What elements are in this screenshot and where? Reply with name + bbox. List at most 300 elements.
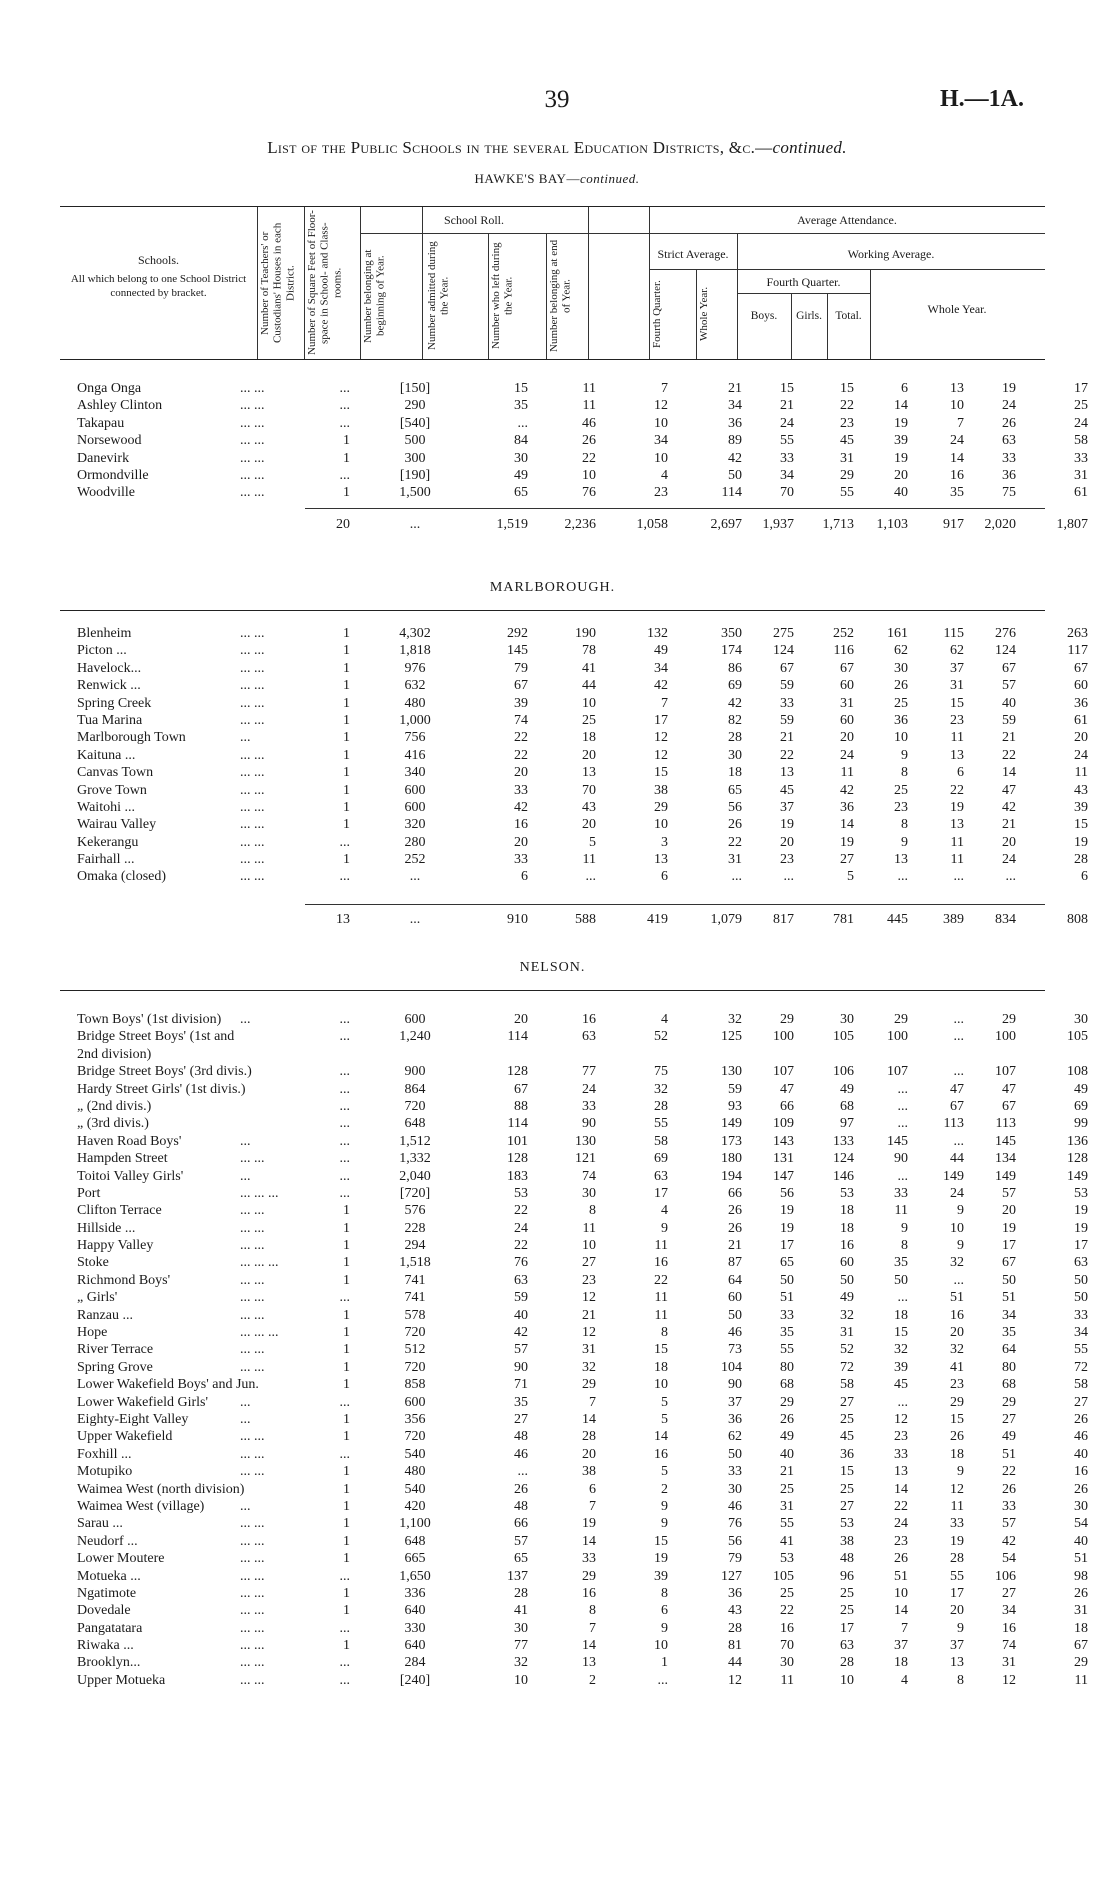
cell-girls: 62 (950, 643, 964, 659)
hawkes-bay-row (60, 485, 1088, 502)
marlborough-section (60, 580, 1088, 980)
page-title (0, 138, 1114, 158)
cell-strict-whole: 31 (840, 695, 854, 711)
cell-strict-fourth: 55 (780, 1516, 794, 1532)
cell-strict-whole: 20 (840, 730, 854, 746)
cell-total: 67 (1002, 1255, 1016, 1271)
cell-roll-begin: 32 (514, 1655, 528, 1671)
cell-roll-left: 132 (647, 626, 668, 641)
cell-roll-left: 10 (654, 450, 668, 466)
cell-teachers-houses: 1 (343, 1464, 350, 1480)
cell-girls: 44 (950, 1151, 964, 1167)
total-roll-end: 1,079 (710, 912, 742, 927)
cell-total: 106 (995, 1568, 1016, 1584)
cell-boys: ... (897, 1394, 908, 1410)
cell-whole-year: 99 (1074, 1116, 1088, 1132)
cell-girls: 6 (957, 765, 964, 781)
nelson-row (60, 1307, 1088, 1325)
cell-roll-left: 7 (661, 695, 668, 711)
cell-roll-left: 12 (654, 730, 668, 746)
header-floor-space: Number of Square Feet of Floor-space in School- and Class-rooms. (306, 210, 344, 356)
cell-strict-fourth: 20 (780, 834, 794, 850)
cell-roll-end: 65 (728, 782, 742, 798)
cell-strict-whole: 36 (840, 799, 854, 815)
cell-strict-fourth: 15 (780, 381, 794, 396)
cell-total: 42 (1002, 799, 1016, 815)
cell-roll-begin: 33 (514, 852, 528, 868)
total-roll-begin: 910 (507, 912, 528, 927)
cell-floor-space: 540 (404, 1481, 426, 1497)
cell-roll-end: 42 (728, 695, 742, 711)
cell-roll-left: 5 (661, 1411, 668, 1427)
total-whole-year: 1,807 (1056, 517, 1088, 532)
leader-dots: ... ... ... (240, 1255, 279, 1271)
cell-floor-space: 1,650 (399, 1568, 431, 1584)
cell-strict-fourth: 70 (780, 485, 794, 501)
school-name: Upper Wakefield (77, 1429, 173, 1445)
cell-roll-left: 17 (654, 712, 668, 728)
cell-strict-whole: 18 (840, 1203, 854, 1219)
cell-girls: 9 (957, 1620, 964, 1636)
leader-dots: ... (240, 730, 251, 746)
cell-total: 107 (995, 1064, 1016, 1080)
cell-total: 27 (1002, 1585, 1016, 1601)
cell-whole-year: 34 (1074, 1325, 1088, 1341)
cell-floor-space: 720 (404, 1359, 426, 1375)
cell-roll-end: 28 (728, 730, 742, 746)
cell-teachers-houses: ... (339, 467, 350, 483)
cell-teachers-houses: ... (339, 1672, 350, 1688)
marlborough-row (60, 834, 1088, 852)
cell-floor-space: 576 (404, 1203, 426, 1219)
cell-teachers-houses: 1 (343, 1638, 350, 1654)
cell-boys: 23 (894, 1533, 908, 1549)
cell-teachers-houses: ... (339, 1394, 350, 1410)
cell-roll-left: 15 (654, 1533, 668, 1549)
header-boys: Boys. (750, 310, 778, 322)
nelson-row (60, 1498, 1088, 1516)
cell-roll-begin: 30 (514, 450, 528, 466)
cell-strict-whole: 19 (840, 834, 854, 850)
cell-roll-left: 7 (661, 381, 668, 396)
cell-roll-end: 28 (728, 1620, 742, 1636)
cell-roll-begin: 20 (514, 834, 528, 850)
header-total: Total. (835, 310, 862, 322)
cell-boys: 14 (894, 1481, 908, 1497)
cell-strict-fourth: 124 (773, 643, 794, 659)
cell-whole-year: 26 (1074, 1585, 1088, 1601)
cell-teachers-houses: ... (339, 1116, 350, 1132)
school-name: Lower Wakefield Girls' (77, 1394, 208, 1410)
cell-roll-begin: 128 (507, 1064, 528, 1080)
cell-total: 40 (1002, 695, 1016, 711)
cell-strict-whole: 105 (833, 1029, 854, 1045)
cell-teachers-houses: 1 (343, 1220, 350, 1236)
cell-teachers-houses: 1 (343, 1325, 350, 1341)
cell-strict-fourth: 55 (780, 433, 794, 449)
school-name: Hope (77, 1325, 108, 1341)
cell-strict-whole: 96 (840, 1568, 854, 1584)
school-name: Waimea West (north division) (77, 1481, 245, 1497)
header-strict-average: Strict Average. (657, 247, 729, 261)
nelson-row (60, 1185, 1088, 1203)
cell-boys: 10 (894, 730, 908, 746)
total-strict-whole: 1,713 (822, 517, 854, 532)
cell-whole-year: 27 (1074, 1394, 1088, 1410)
cell-boys: 35 (894, 1255, 908, 1271)
cell-girls: 113 (943, 1116, 964, 1132)
school-name: River Terrace (77, 1342, 154, 1358)
cell-floor-space: 228 (404, 1220, 426, 1236)
cell-teachers-houses: 1 (343, 1342, 350, 1358)
cell-roll-admitted: 16 (582, 1012, 596, 1027)
cell-boys: 25 (894, 782, 908, 798)
cell-teachers-houses: ... (339, 1029, 350, 1045)
school-name: Wairau Valley (77, 817, 157, 833)
cell-floor-space: 640 (404, 1638, 426, 1654)
cell-boys: 30 (894, 660, 908, 676)
school-name: Tua Marina (77, 712, 143, 728)
cell-roll-left: 17 (654, 1185, 668, 1201)
nelson-row (60, 1151, 1088, 1168)
cell-roll-begin: 28 (514, 1585, 528, 1601)
cell-whole-year: 26 (1074, 1411, 1088, 1427)
cell-roll-begin: 41 (514, 1603, 528, 1619)
cell-strict-fourth: 17 (780, 1238, 794, 1254)
cell-whole-year: 54 (1074, 1516, 1088, 1532)
marlborough-row (60, 712, 1088, 730)
school-name: Danevirk (77, 450, 130, 466)
total-floor-space: ... (409, 517, 421, 532)
cell-boys: 107 (887, 1064, 908, 1080)
leader-dots: ... ... (240, 1238, 265, 1254)
cell-roll-admitted: 20 (582, 1446, 596, 1462)
cell-roll-admitted: 14 (582, 1411, 596, 1427)
leader-dots: ... ... (240, 1446, 265, 1462)
cell-roll-admitted: 20 (582, 747, 596, 763)
hawkes-bay-section (60, 381, 1088, 551)
cell-strict-fourth: 31 (780, 1498, 794, 1514)
cell-boys: ... (897, 1290, 908, 1306)
cell-strict-whole: 60 (840, 678, 854, 694)
cell-total: 51 (1002, 1446, 1016, 1462)
title-main: List of the Public Schools in the several Education Districts, &c.— (267, 138, 773, 157)
cell-roll-left: 4 (661, 467, 668, 483)
cell-floor-space: 300 (404, 450, 426, 466)
cell-strict-whole: 31 (840, 450, 854, 466)
cell-roll-admitted: 19 (582, 1516, 596, 1532)
cell-strict-fourth: 53 (780, 1551, 794, 1567)
cell-boys: 9 (901, 1220, 908, 1236)
cell-roll-begin: 26 (514, 1481, 528, 1497)
cell-roll-left: 18 (654, 1359, 668, 1375)
cell-floor-space: 600 (404, 782, 426, 798)
cell-roll-begin: 65 (514, 1551, 528, 1567)
school-name: 2nd division) (77, 1046, 152, 1062)
cell-girls: 8 (957, 1672, 964, 1688)
leader-dots: ... ... (240, 852, 265, 868)
cell-floor-space: 665 (404, 1551, 426, 1567)
cell-roll-end: 87 (728, 1255, 742, 1271)
cell-whole-year: 19 (1074, 1203, 1088, 1219)
cell-roll-admitted: 38 (582, 1464, 596, 1480)
cell-girls: 17 (950, 1585, 964, 1601)
cell-strict-whole: 25 (840, 1603, 854, 1619)
cell-strict-whole: 27 (840, 1394, 854, 1410)
school-name: Canvas Town (77, 765, 154, 781)
school-name: Havelock... (77, 660, 142, 676)
cell-roll-begin: 65 (514, 485, 528, 501)
cell-boys: 8 (901, 817, 908, 833)
cell-boys: 10 (894, 1585, 908, 1601)
cell-roll-admitted: 26 (582, 433, 596, 449)
school-name: Port (77, 1185, 101, 1201)
cell-whole-year: 19 (1074, 834, 1088, 850)
cell-total: 35 (1002, 1325, 1016, 1341)
cell-whole-year: 24 (1074, 747, 1088, 763)
cell-total: 80 (1002, 1359, 1016, 1375)
cell-roll-end: 42 (728, 450, 742, 466)
leader-dots: ... ... (240, 415, 265, 431)
cell-roll-admitted: 12 (582, 1325, 596, 1341)
leader-dots: ... ... (240, 626, 265, 641)
school-name: Haven Road Boys' (77, 1133, 182, 1149)
leader-dots: ... ... (240, 1638, 265, 1654)
cell-strict-fourth: 40 (780, 1446, 794, 1462)
cell-girls: 37 (950, 660, 964, 676)
cell-roll-begin: 20 (514, 1012, 528, 1027)
cell-strict-fourth: 275 (773, 626, 794, 641)
total-roll-begin: 1,519 (496, 517, 528, 532)
cell-strict-fourth: 45 (780, 782, 794, 798)
school-name: Ranzau ... (77, 1307, 133, 1323)
cell-roll-left: 75 (654, 1064, 668, 1080)
cell-strict-fourth: 59 (780, 678, 794, 694)
total-strict-fourth: 1,937 (762, 517, 794, 532)
leader-dots: ... ... (240, 433, 265, 449)
cell-roll-begin: 46 (514, 1446, 528, 1462)
cell-roll-left: 42 (654, 678, 668, 694)
cell-strict-whole: 55 (840, 485, 854, 501)
school-name: Spring Grove (77, 1359, 153, 1375)
cell-girls: 11 (950, 834, 964, 850)
header-school-roll: School Roll. (443, 213, 504, 227)
cell-boys: 33 (894, 1185, 908, 1201)
cell-girls: ... (953, 1133, 964, 1149)
cell-boys: 23 (894, 799, 908, 815)
cell-roll-left: 14 (654, 1429, 668, 1445)
cell-strict-fourth: 55 (780, 1342, 794, 1358)
cell-girls: 23 (950, 1377, 964, 1393)
leader-dots: ... ... ... (240, 1325, 279, 1341)
cell-whole-year: 33 (1074, 450, 1088, 466)
cell-whole-year: 136 (1067, 1133, 1088, 1149)
cell-strict-fourth: 131 (773, 1151, 794, 1167)
cell-strict-fourth: 19 (780, 1220, 794, 1236)
cell-total: 54 (1002, 1551, 1016, 1567)
cell-girls: 13 (950, 817, 964, 833)
cell-roll-admitted: 121 (575, 1151, 596, 1167)
cell-strict-whole: 49 (840, 1081, 854, 1097)
cell-boys: 25 (894, 695, 908, 711)
cell-girls: 51 (950, 1290, 964, 1306)
cell-teachers-houses: ... (339, 1168, 350, 1184)
cell-roll-end: 174 (721, 643, 742, 659)
cell-whole-year: 36 (1074, 695, 1088, 711)
school-name: Hillside ... (77, 1220, 136, 1236)
cell-whole-year: 67 (1074, 1638, 1088, 1654)
cell-girls: ... (953, 1064, 964, 1080)
hawkes-bay-row (60, 398, 1088, 415)
total-girls: 917 (943, 517, 964, 532)
cell-girls: ... (953, 869, 964, 885)
cell-total: 51 (1002, 1290, 1016, 1306)
cell-whole-year: 67 (1074, 660, 1088, 676)
header-working-average: Working Average. (847, 247, 935, 261)
cell-teachers-houses: 1 (343, 782, 350, 798)
cell-roll-left: 10 (654, 415, 668, 431)
cell-roll-end: 46 (728, 1498, 742, 1514)
table-header (60, 206, 1045, 360)
cell-strict-fourth: 29 (780, 1012, 794, 1027)
cell-floor-space: 420 (404, 1498, 426, 1514)
cell-roll-left: 63 (654, 1168, 668, 1184)
cell-whole-year: 128 (1067, 1151, 1088, 1167)
cell-girls: 29 (950, 1394, 964, 1410)
cell-boys: 100 (887, 1029, 908, 1045)
school-name: Richmond Boys' (77, 1272, 171, 1288)
cell-whole-year: 72 (1074, 1359, 1088, 1375)
leader-dots: ... ... (240, 1620, 265, 1636)
cell-total: 57 (1002, 1185, 1016, 1201)
leader-dots: ... (240, 1394, 251, 1410)
cell-teachers-houses: 1 (343, 1516, 350, 1532)
total-roll-left: 419 (647, 912, 668, 927)
leader-dots: ... ... (240, 765, 265, 781)
total-teachers-houses: 13 (336, 912, 350, 927)
cell-total: 36 (1002, 467, 1016, 483)
cell-roll-left: 10 (654, 1638, 668, 1654)
marlborough-row (60, 765, 1088, 782)
cell-total: 29 (1002, 1012, 1016, 1027)
school-name: Foxhill ... (77, 1446, 132, 1462)
cell-roll-left: 9 (661, 1220, 668, 1236)
subtitle-district: HAWKE'S BAY— (474, 171, 580, 186)
cell-floor-space: 294 (404, 1238, 426, 1254)
cell-floor-space: 1,518 (399, 1255, 431, 1271)
school-name: Sarau ... (77, 1516, 123, 1532)
cell-strict-fourth: 16 (780, 1620, 794, 1636)
leader-dots: ... ... (240, 712, 265, 728)
cell-total: 16 (1002, 1620, 1016, 1636)
cell-strict-whole: 24 (840, 747, 854, 763)
cell-teachers-houses: 1 (343, 1377, 350, 1393)
cell-roll-begin: 10 (514, 1672, 528, 1688)
school-name: Waitohi ... (77, 799, 135, 815)
cell-roll-admitted: 13 (582, 1655, 596, 1671)
cell-teachers-houses: 1 (343, 817, 350, 833)
cell-total: 26 (1002, 415, 1016, 431)
leader-dots: ... ... (240, 1585, 265, 1601)
cell-strict-fourth: 50 (780, 1272, 794, 1288)
cell-whole-year: 16 (1074, 1464, 1088, 1480)
cell-whole-year: 30 (1074, 1012, 1088, 1027)
cell-roll-begin: 42 (514, 1325, 528, 1341)
cell-floor-space: 540 (404, 1446, 426, 1462)
school-name: Ashley Clinton (77, 398, 163, 414)
cell-total: 149 (995, 1168, 1016, 1184)
nelson-row (60, 1533, 1088, 1551)
total-girls: 389 (943, 912, 964, 927)
school-name: Spring Creek (77, 695, 152, 711)
marlborough-row (60, 695, 1088, 713)
cell-strict-fourth: 47 (780, 1081, 794, 1097)
cell-boys: 6 (901, 381, 908, 396)
cell-roll-end: 30 (728, 747, 742, 763)
cell-teachers-houses: 1 (343, 1307, 350, 1323)
cell-roll-end: 66 (728, 1185, 742, 1201)
cell-floor-space: 600 (404, 799, 426, 815)
cell-boys: 26 (894, 678, 908, 694)
cell-total: 31 (1002, 1655, 1016, 1671)
cell-roll-begin: 76 (514, 1255, 528, 1271)
cell-whole-year: 43 (1074, 782, 1088, 798)
cell-strict-whole: 146 (833, 1168, 854, 1184)
total-floor-space: ... (409, 912, 421, 927)
cell-whole-year: 39 (1074, 799, 1088, 815)
cell-girls: 10 (950, 398, 964, 414)
nelson-row (60, 1603, 1088, 1620)
nelson-row (60, 1516, 1088, 1533)
leader-dots: ... ... (240, 1203, 265, 1219)
cell-total: 24 (1002, 398, 1016, 414)
cell-roll-end: 86 (728, 660, 742, 676)
nelson-row (60, 1064, 1088, 1081)
cell-roll-admitted: 20 (582, 817, 596, 833)
cell-roll-left: 11 (654, 1238, 668, 1254)
cell-roll-end: 33 (728, 1464, 742, 1480)
cell-roll-begin: 84 (514, 433, 528, 449)
cell-roll-admitted: 77 (582, 1064, 596, 1080)
cell-roll-end: 34 (728, 398, 742, 414)
cell-strict-whole: 22 (840, 398, 854, 414)
cell-whole-year: 55 (1074, 1342, 1088, 1358)
cell-strict-fourth: 33 (780, 450, 794, 466)
nelson-row (60, 1168, 1088, 1186)
cell-teachers-houses: 1 (343, 626, 350, 641)
nelson-row (60, 1290, 1088, 1307)
school-name: Stoke (77, 1255, 109, 1271)
leader-dots: ... ... (240, 747, 265, 763)
cell-floor-space: 976 (404, 660, 426, 676)
cell-floor-space: 864 (404, 1081, 426, 1097)
cell-strict-whole: 36 (840, 1446, 854, 1462)
cell-roll-admitted: 28 (582, 1429, 596, 1445)
cell-teachers-houses: ... (339, 1655, 350, 1671)
cell-whole-year: 11 (1074, 765, 1088, 781)
cell-roll-left: 1 (661, 1655, 668, 1671)
cell-roll-end: 89 (728, 433, 742, 449)
marlborough-rows (60, 626, 1088, 887)
nelson-row (60, 1464, 1088, 1481)
cell-total: 33 (1002, 1498, 1016, 1514)
leader-dots: ... ... (240, 381, 265, 396)
cell-boys: 39 (894, 433, 908, 449)
school-name: Kekerangu (77, 834, 139, 850)
cell-teachers-houses: ... (339, 415, 350, 431)
cell-boys: ... (897, 1098, 908, 1114)
school-name: Motueka ... (77, 1568, 141, 1584)
